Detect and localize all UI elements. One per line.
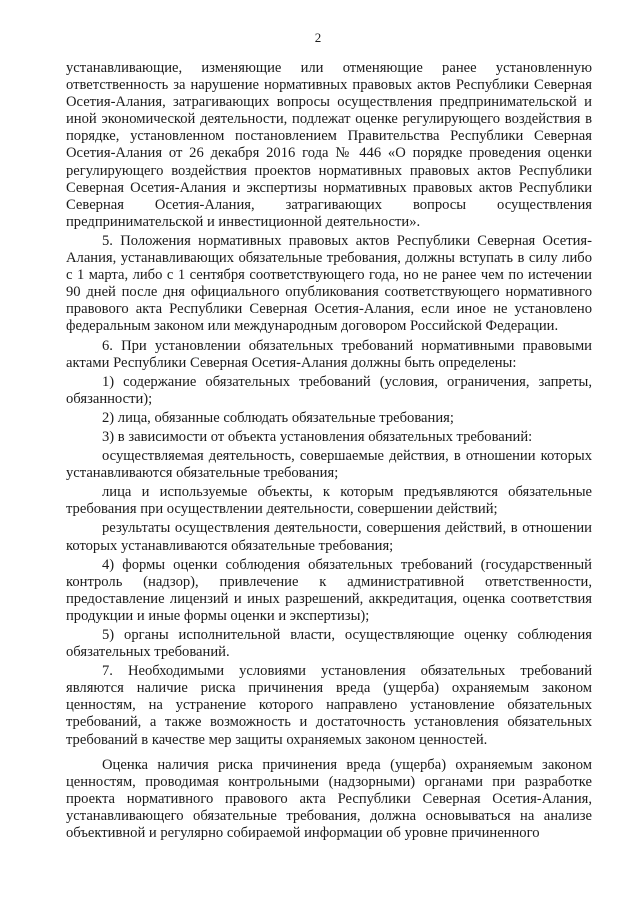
paragraph-continuation: устанавливающие, изменяющие или отменяющие ранее установленную ответственность за нарушение нормативных правовых актов Республики Северная Осетия-Алания, затрагивающих вопросы осуществления предпринимательской и иной экономической деятельности, подлежат оценке регулирующего воздействия в порядке, установленном постановлением Правительства Республики Северная Осетия-Алания от 26 декабря 2016 года № 446 «О порядке проведения оценки регулирующего воздействия проектов нормативных правовых актов Республики Северная Осетия-Алания и экспертизы нормативных правовых актов Республики Северная Осетия-Алания, затрагивающих вопросы осуществления предпринимательской и инвестиционной деятельности». <box>66 60 592 230</box>
paragraph-subitem-3-b: лица и используемые объекты, к которым предъявляются обязательные требования при осуществлении деятельности, совершении действий; <box>66 484 592 518</box>
paragraph-subitem-3-a: осуществляемая деятельность, совершаемые действия, в отношении которых устанавливаются обязательные требования; <box>66 448 592 482</box>
paragraph-subitem-4: 4) формы оценки соблюдения обязательных требований (государственный контроль (надзор), привлечение к административной ответственности, предоставление лицензий и иных разрешений, аккредитация, оценка соответствия продукции и иные формы оценки и экспертизы); <box>66 556 592 624</box>
document-body <box>66 60 592 842</box>
paragraph-subitem-2: 2) лица, обязанные соблюдать обязательные требования; <box>102 409 454 426</box>
page-number: 2 <box>314 30 322 45</box>
paragraph-subitem-3: 3) в зависимости от объекта установления обязательных требований: <box>102 428 533 445</box>
paragraph-subitem-3-c: результаты осуществления деятельности, совершения действий, в отношении которых устанавливаются обязательные требования; <box>66 520 592 554</box>
paragraph-item-5: 5. Положения нормативных правовых актов Республики Северная Осетия-Алания, устанавливающих обязательные требования, должны вступать в силу либо с 1 марта, либо с 1 сентября соответствующего года, но не ранее чем по истечении 90 дней после дня официального опубликования соответствующего нормативного правового акта Республики Северная Осетия-Алания, если иное не установлено федеральным законом или международным договором Российской Федерации. <box>66 232 592 335</box>
paragraph-subitem-1: 1) содержание обязательных требований (условия, ограничения, запреты, обязанности); <box>66 373 592 407</box>
paragraph-subitem-5: 5) органы исполнительной власти, осуществляющие оценку соблюдения обязательных требований. <box>66 627 592 661</box>
paragraph-risk-assessment: Оценка наличия риска причинения вреда (ущерба) охраняемым законом ценностям, проводимая контрольными (надзорными) органами при разработке проекта нормативного правового акта Республики Северная Осетия-Алания, устанавливающего обязательные требования, должна основываться на анализе объективной и регулярно собираемой информации об уровне причиненного <box>66 756 592 842</box>
paragraph-item-7: 7. Необходимыми условиями установления обязательных требований являются наличие риска причинения вреда (ущерба) охраняемым законом ценностям, на устранение которого направлено установление обязательных требований, а также возможность и достаточность установления обязательных требований в качестве мер защиты охраняемых законом ценностей. <box>66 663 592 748</box>
paragraph-item-6: 6. При установлении обязательных требований нормативными правовыми актами Республики Северная Осетия-Алания должны быть определены: <box>66 337 592 371</box>
